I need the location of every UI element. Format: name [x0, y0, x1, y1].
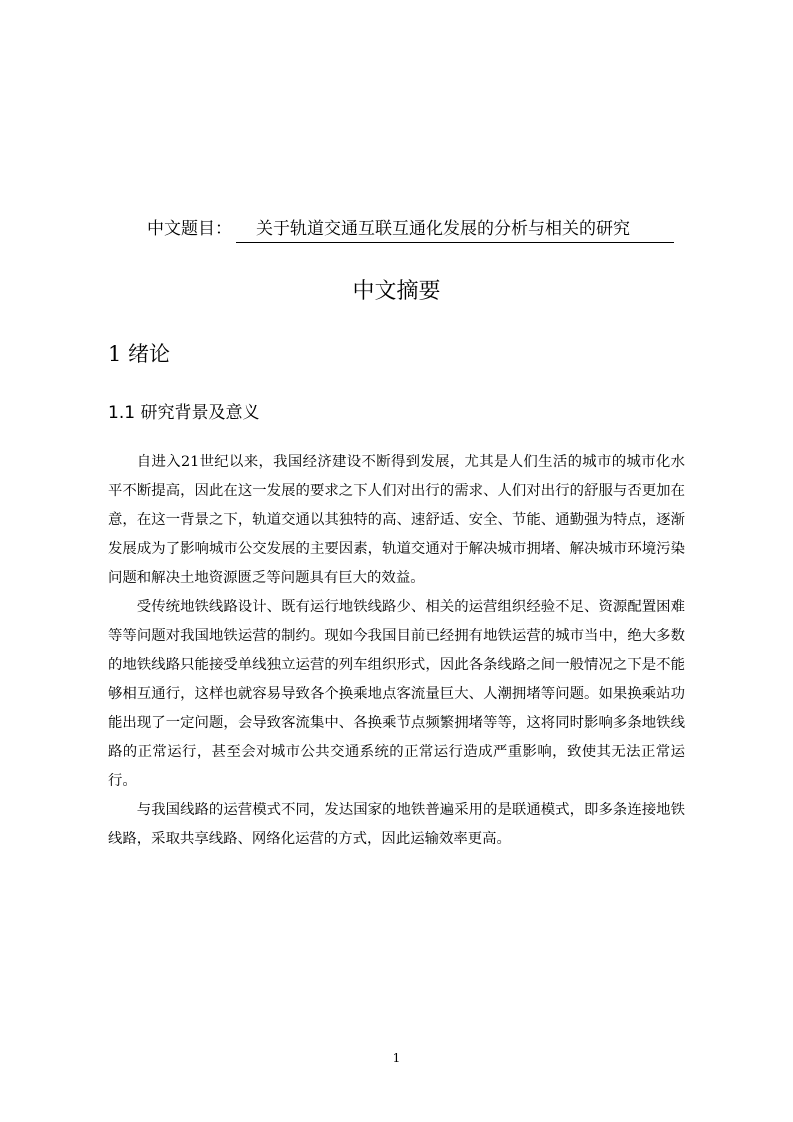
- paragraph-2: 受传统地铁线路设计、既有运行地铁线路少、相关的运营组织经验不足、资源配置困难等等问题对我国地铁运营的制约。现如今我国目前已经拥有地铁运营的城市当中，绝大多数的地铁线路只能接受单线独立运营的列车组织形式，因此各条线路之间一般情况之下是不能够相互通行，这样也就容易导致各个换乘地点客流量巨大、人潮拥堵等问题。如果换乘站功能出现了一定问题，会导致客流集中、各换乘节点频繁拥堵等等，这将同时影响多条地铁线路的正常运行，甚至会对城市公共交通系统的正常运行造成严重影响，致使其无法正常运行。: [108, 599, 685, 789]
- paragraph-3: 与我国线路的运营模式不同，发达国家的地铁普遍采用的是联通模式，即多条连接地铁线路，采取共享线路、网络化运营的方式，因此运输效率更高。: [108, 802, 685, 847]
- page-number: 1: [392, 1051, 401, 1065]
- title-label: 中文题目：: [147, 219, 232, 239]
- paragraph-1: 自进入21世纪以来，我国经济建设不断得到发展，尤其是人们生活的城市的城市化水平不断提高，因此在这一发展的要求之下人们对出行的需求、人们对出行的舒服与否更加在意，在这一背景之下，轨道交通以其独特的高、速舒适、安全、节能、通勤强为特点，逐渐发展成为了影响城市公交发展的主要因素，轨道交通对于解决城市拥堵、解决城市环境污染问题和解决土地资源匮乏等问题具有巨大的效益。: [108, 454, 685, 586]
- title-value: 关于轨道交通互联互通化发展的分析与相关的研究: [236, 216, 674, 243]
- subsection-heading: 1.1 研究背景及意义: [108, 403, 260, 423]
- section-heading: 1 绪论: [108, 342, 171, 366]
- title-line: [147, 216, 674, 243]
- abstract-heading: 中文摘要: [352, 279, 441, 304]
- body-text: [108, 448, 685, 854]
